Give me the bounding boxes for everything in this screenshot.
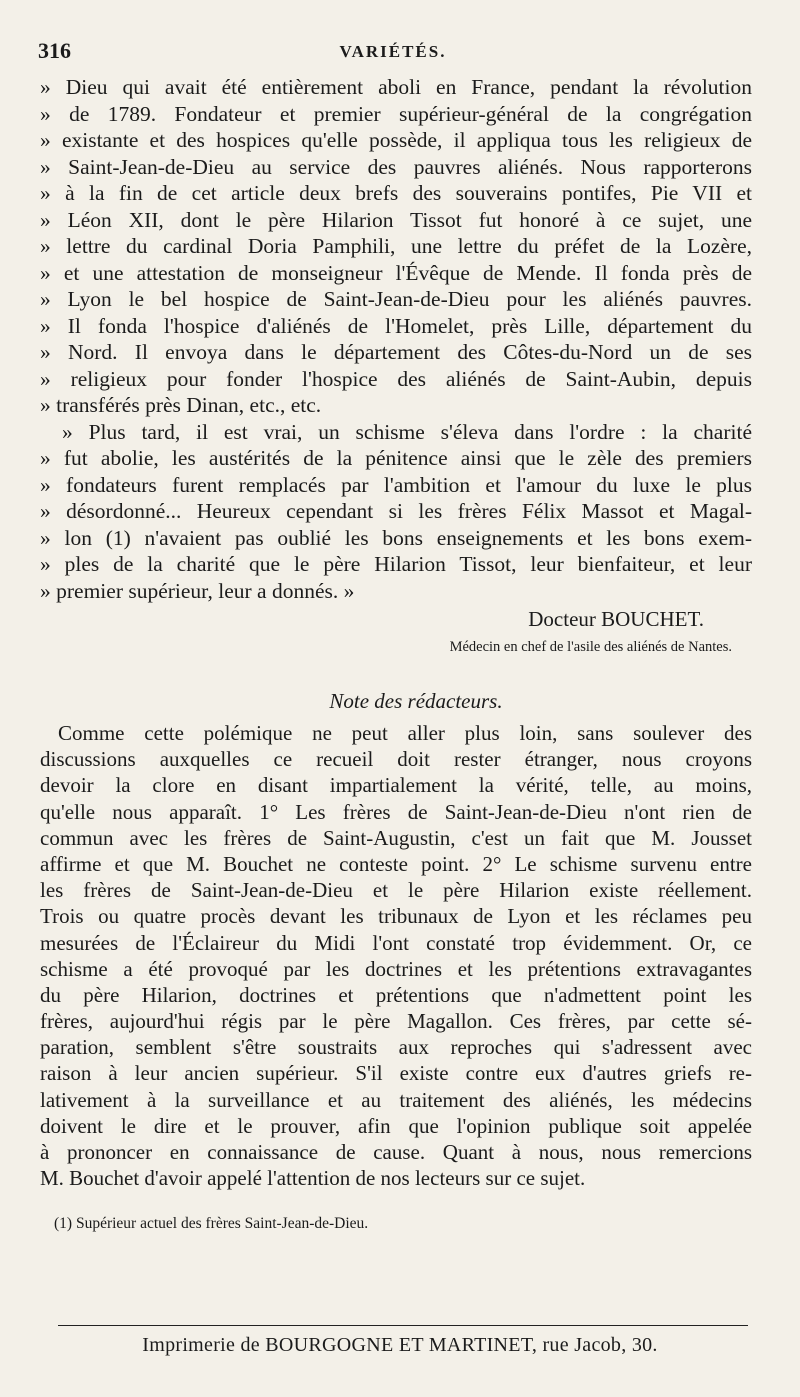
text-line: commun avec les frères de Saint-Augustin, c'est un fait que M. Jousset — [40, 825, 752, 850]
text-line: discussions auxquelles ce recueil doit rester étranger, nous croyons — [40, 747, 752, 772]
text-line: » Saint-Jean-de-Dieu au service des pauvres aliénés. Nous rapporterons — [40, 154, 752, 179]
text-line: qu'elle nous apparaît. 1° Les frères de Saint-Jean-de-Dieu n'ont rien de — [40, 799, 752, 824]
text-line: » fondateurs furent remplacés par l'ambition et l'amour du luxe le plus — [40, 472, 752, 497]
text-line: » Lyon le bel hospice de Saint-Jean-de-Dieu pour les aliénés pauvres. — [40, 287, 752, 311]
text-line: schisme a été provoqué par les doctrines et les prétentions extravagantes — [40, 956, 752, 981]
text-line: à prononcer en connaissance de cause. Quant à nous, nous remercions — [40, 1140, 752, 1164]
text-line: affirme et que M. Bouchet ne conteste point. 2° Le schisme survenu entre — [40, 851, 752, 876]
text-line: » Léon XII, dont le père Hilarion Tissot fut honoré à ce sujet, une — [40, 207, 752, 232]
signature-title: Médecin en chef de l'asile des aliénés de Nantes. — [449, 639, 732, 655]
footnote: (1) Supérieur actuel des frères Saint-Jean-de-Dieu. — [54, 1215, 369, 1233]
text-line: doivent le dire et le prouver, afin que l'opinion publique soit appelée — [40, 1113, 752, 1138]
footer-rule — [58, 1325, 748, 1326]
text-line: » et une attestation de monseigneur l'Évêque de Mende. Il fonda près de — [40, 260, 752, 285]
text-line: » Il fonda l'hospice d'aliénés de l'Homelet, près Lille, département du — [40, 313, 752, 338]
text-line: frères, aujourd'hui régis par le père Magallon. Ces frères, par cette sé- — [40, 1009, 752, 1034]
text-line: Trois ou quatre procès devant les tribunaux de Lyon et les réclames peu — [40, 904, 752, 929]
text-line: » lettre du cardinal Doria Pamphili, une lettre du préfet de la Lozère, — [40, 234, 752, 258]
text-line: » fut abolie, les austérités de la pénitence ainsi que le zèle des premiers — [40, 446, 752, 470]
note-paragraph — [40, 720, 752, 1191]
text-line: les frères de Saint-Jean-de-Dieu et le père Hilarion existe réellement. — [40, 878, 752, 903]
text-line: » Plus tard, il est vrai, un schisme s'éleva dans l'ordre : la charité — [62, 419, 752, 444]
text-line: » Nord. Il envoya dans le département des Côtes-du-Nord un de ses — [40, 340, 752, 364]
text-line: M. Bouchet d'avoir appelé l'attention de nos lecteurs sur ce sujet. — [40, 1166, 586, 1191]
text-line: Comme cette polémique ne peut aller plus loin, sans soulever des — [58, 721, 752, 745]
quote-paragraph-1 — [40, 74, 752, 419]
quote-paragraph-2 — [40, 419, 752, 605]
text-line: » religieux pour fonder l'hospice des aliénés de Saint-Aubin, depuis — [40, 366, 752, 391]
text-line: » lon (1) n'avaient pas oublié les bons enseignements et les bons exem- — [40, 525, 752, 550]
signature-name: Docteur BOUCHET. — [528, 607, 704, 631]
text-line: » existante et des hospices qu'elle possède, il appliqua tous les religieux de — [40, 128, 752, 152]
text-line: raison à leur ancien supérieur. S'il existe contre eux d'autres griefs re- — [40, 1061, 752, 1086]
text-line: devoir la clore en disant impartialement la vérité, telle, au moins, — [40, 773, 752, 798]
text-line: » premier supérieur, leur a donnés. » — [40, 578, 355, 603]
note-title: Note des rédacteurs. — [329, 689, 503, 713]
text-line: » à la fin de cet article deux brefs des souverains pontifes, Pie VII et — [40, 181, 752, 205]
text-line: du père Hilarion, doctrines et prétentions que n'admettent point les — [40, 982, 752, 1007]
page-body — [40, 74, 752, 1235]
printer-imprint: Imprimerie de BOURGOGNE ET MARTINET, rue Jacob, 30. — [142, 1334, 658, 1356]
text-line: paration, semblent s'être soustraits aux reproches qui s'adressent avec — [40, 1035, 752, 1060]
text-line: » Dieu qui avait été entièrement aboli en France, pendant la révolution — [40, 75, 752, 99]
text-line: » de 1789. Fondateur et premier supérieur-général de la congrégation — [40, 101, 752, 126]
page-number: 316 — [38, 38, 71, 63]
text-line: lativement à la surveillance et au traitement des aliénés, les médecins — [40, 1087, 752, 1112]
page-header — [38, 38, 748, 68]
text-line: mesurées de l'Éclaireur du Midi l'ont constaté trop évidemment. Or, ce — [40, 930, 752, 955]
text-line: » ples de la charité que le père Hilarion Tissot, leur bienfaiteur, et leur — [40, 552, 752, 576]
text-line: » désordonné... Heureux cependant si les frères Félix Massot et Magal- — [40, 499, 752, 523]
running-head: VARIÉTÉS. — [339, 42, 447, 61]
text-line: » transférés près Dinan, etc., etc. — [40, 393, 322, 417]
